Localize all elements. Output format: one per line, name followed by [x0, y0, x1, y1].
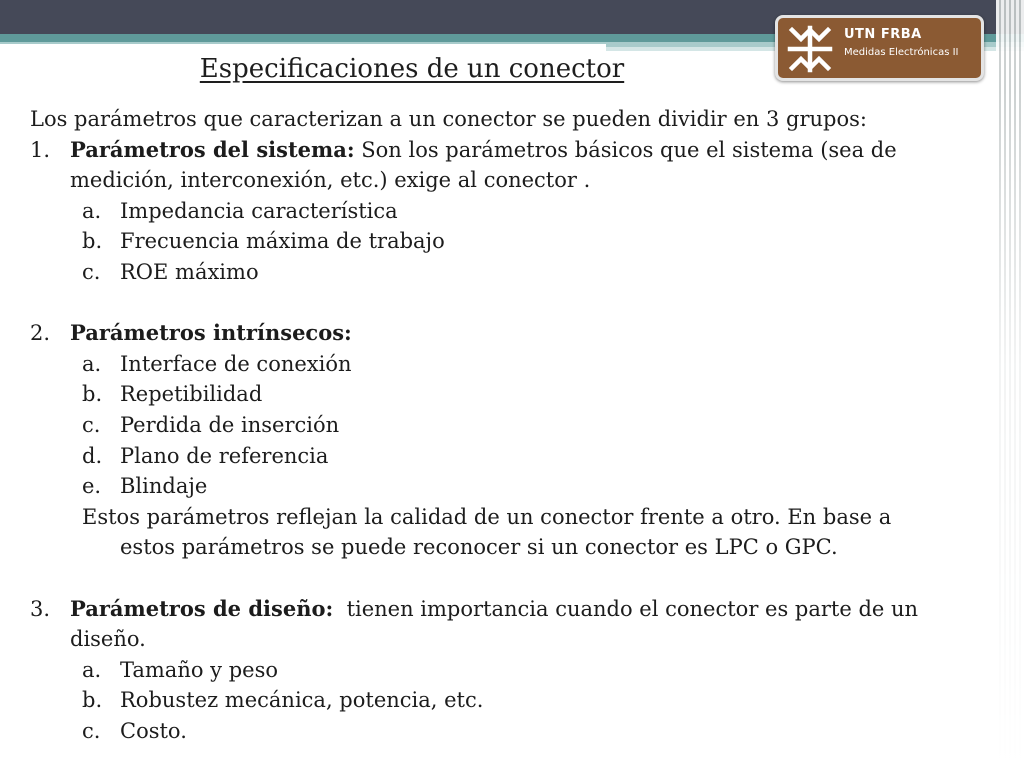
group-note: Estos parámetros reflejan la calidad de un conector frente a otro. En base a [82, 504, 892, 529]
logo-subtitle: Medidas Electrónicas II [844, 47, 959, 58]
list-item: c. ROE máximo [82, 259, 259, 284]
slide-title: Especificaciones de un conector [199, 54, 625, 84]
intro-text: Los parámetros que caracterizan a un conector se pueden dividir en 3 grupos: [30, 107, 867, 131]
group-heading: Parámetros del sistema: [70, 136, 355, 162]
side-stripes-fade [996, 90, 1024, 768]
list-item: b. Robustez mecánica, potencia, etc. [82, 688, 484, 713]
list-item: c. Perdida de inserción [82, 412, 340, 437]
spacer [30, 288, 990, 319]
group-3 [30, 594, 990, 625]
group-note-cont: estos parámetros se puede reconocer si un conector es LPC o GPC. [120, 535, 838, 560]
group-heading: Parámetros intrínsecos: [70, 320, 352, 346]
group-heading: Parámetros de diseño: [70, 595, 334, 621]
group-description: tienen importancia cuando el conector es parte de un [333, 596, 919, 621]
list-item: c. Costo. [82, 718, 187, 743]
spacer [30, 563, 990, 594]
list-item: a. Tamaño y peso [82, 657, 279, 682]
list-item: d. Plano de referencia [82, 443, 329, 468]
group-number: 1. [30, 137, 51, 162]
group-1 [30, 135, 990, 166]
group-2 [30, 318, 990, 349]
group-description: Son los parámetros básicos que el sistema (sea de [354, 137, 897, 162]
group-number: 3. [30, 596, 51, 621]
group-number: 2. [30, 321, 51, 346]
list-item: b. Repetibilidad [82, 382, 263, 407]
list-item: e. Blindaje [82, 474, 208, 499]
slide-body [30, 104, 990, 746]
list-item: a. Interface de conexión [82, 351, 352, 376]
group-description-cont: medición, interconexión, etc.) exige al conector . [70, 168, 591, 193]
list-item: b. Frecuencia máxima de trabajo [82, 229, 445, 254]
logo-title: UTN FRBA [844, 27, 922, 42]
group-description-cont: diseño. [70, 627, 146, 652]
list-item: a. Impedancia característica [82, 198, 398, 223]
